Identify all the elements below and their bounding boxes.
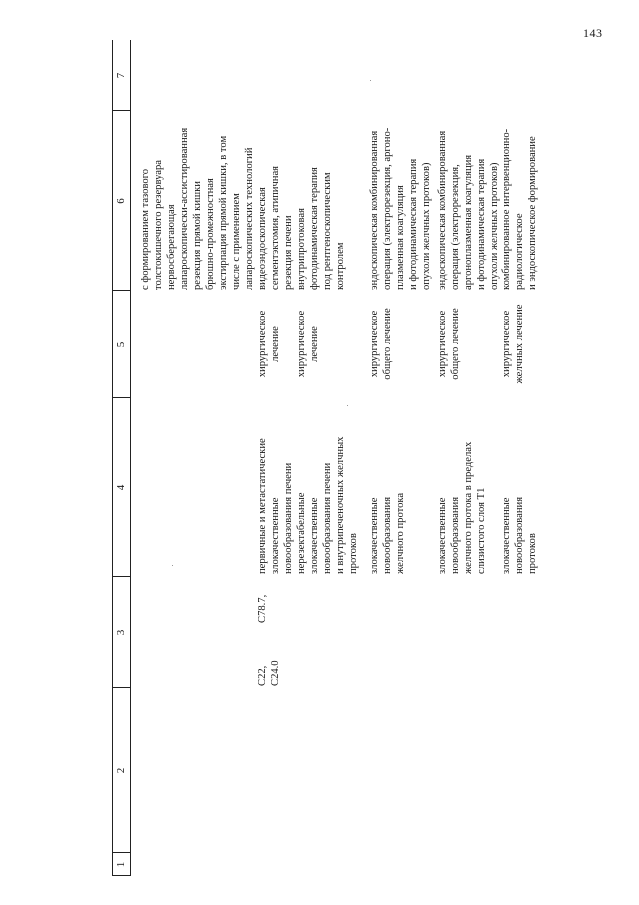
row1-code-extra: C78.7, [257, 594, 268, 623]
row1-col4: первичные и метастатические злокачественные новообразования печени [257, 438, 294, 574]
row1-col6: видеоэндоскопическая сегментэктомия, атипичная резекция печени [257, 165, 294, 290]
row5-col4: злокачественные новообразования протоков [501, 496, 538, 574]
scan-speck [370, 80, 371, 81]
row3-col5: хирургическое общего лечение [369, 308, 393, 380]
column-number-7: 7 [115, 72, 127, 79]
scan-speck [347, 405, 348, 406]
page-number: 143 [583, 26, 603, 40]
column-number-4: 4 [115, 484, 127, 491]
row3-col4: злокачественные новообразования желчного протока [369, 492, 406, 574]
row2-col6: внутрипротоковая фотодинамическая терапия под рентгеноскопическим контролем [296, 167, 346, 290]
row0-col6: с формированием тазового толстокишечного резервуара нервосберегающая лапароскопически-ассистированная резекция прямой кишки брюшно-промежностная экстирпация прямой кишки, в том числе с применением лапароскопических технологий [140, 127, 255, 290]
table-header-rule [130, 40, 131, 876]
rotated-table [112, 40, 538, 876]
column-number-3: 3 [115, 629, 127, 636]
scan-speck [172, 565, 173, 566]
row1-col5: хирургическое лечение [257, 310, 281, 378]
row4-col4: злокачественные новообразования желчного протока в пределах слизистого слоя T1 [437, 441, 487, 574]
row3-col6: эндоскопическая комбинированная операция (электрорезекция, аргоно- плазменная коагуляция и фотодинамическая терапия опухоли желчных протоков) [369, 127, 432, 290]
column-number-5: 5 [115, 341, 127, 348]
column-number-6: 6 [115, 198, 127, 204]
row5-col5: хирургическое желчных лечение [501, 304, 525, 384]
column-number-2: 2 [115, 767, 127, 774]
row2-col5: хирургическое лечение [296, 310, 320, 378]
row4-col5: хирургическое общего лечение [437, 308, 461, 380]
row5-col6: комбинированное интервенционно- радиологическое и эндоскопическое формирование [501, 128, 538, 290]
row1-codes: C22, C24.0 [257, 660, 281, 686]
column-number-1: 1 [115, 861, 127, 868]
row2-col4: нерезектабельные злокачественные новообразования печени и внутрипеченочных желчных протоков [296, 436, 359, 574]
table-top-rule [112, 40, 113, 876]
row4-col6: эндоскопическая комбинированная операция (электрорезекция, аргоноплазменная коагуляция и фотодинамическая терапия опухоли желчных протоков) [437, 130, 500, 290]
